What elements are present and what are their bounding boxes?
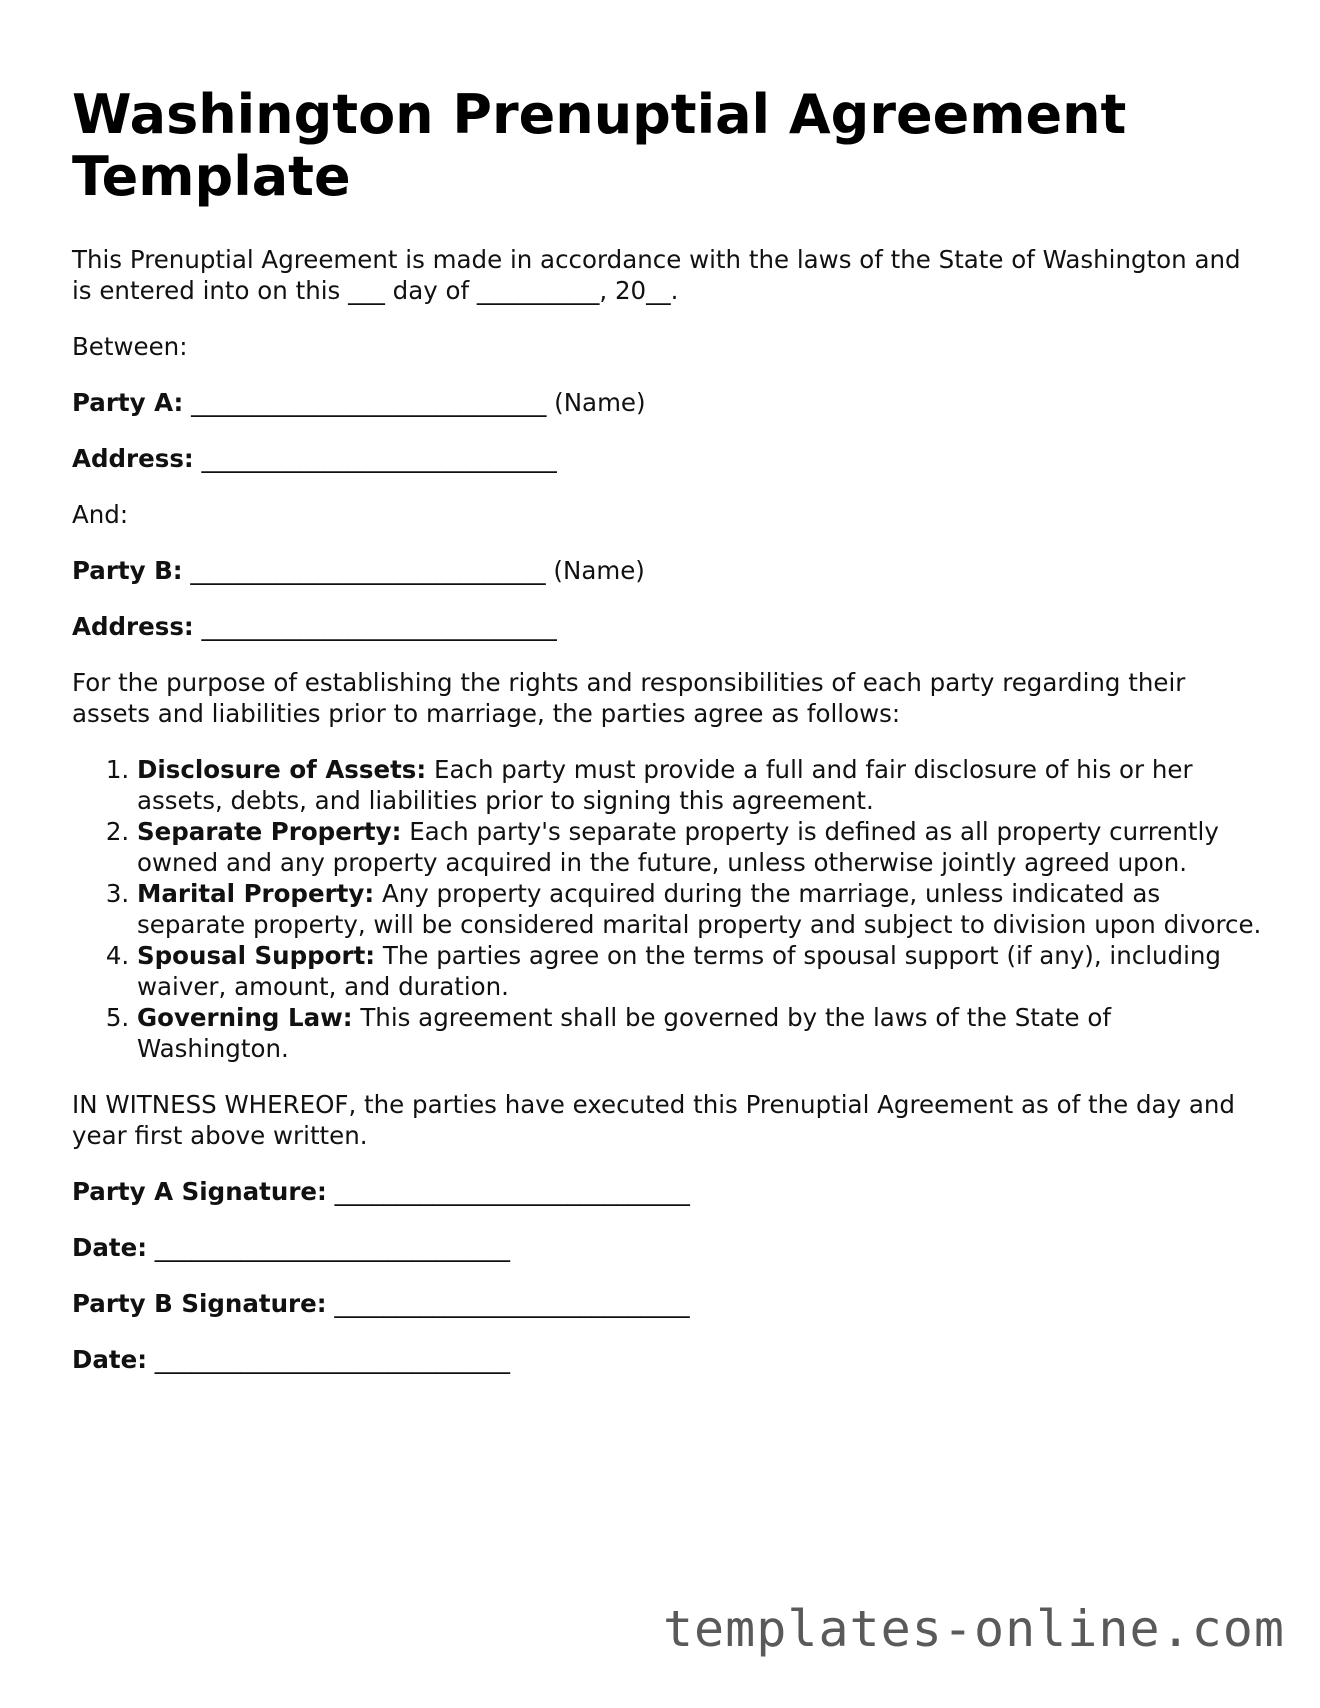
term-title: Separate Property: — [137, 817, 402, 846]
document-title: Washington Prenuptial Agreement Template — [72, 83, 1127, 208]
party-b-date-field — [72, 1344, 1262, 1375]
party-a-date-field — [72, 1232, 1262, 1263]
party-a-label: Party A: — [72, 388, 184, 417]
term-item-marital-property — [137, 878, 1262, 940]
document-page — [72, 84, 1262, 1400]
party-b-date-label: Date: — [72, 1345, 147, 1374]
party-a-date-blank: _____________________________ — [147, 1233, 511, 1262]
party-b-field — [72, 555, 1262, 586]
party-a-blank: _____________________________ (Name) — [183, 388, 646, 417]
party-a-signature-field — [72, 1176, 1262, 1207]
intro-paragraph: This Prenuptial Agreement is made in accordance with the laws of the State of Washington and is entered into on this ___ day of __________, 20__. — [72, 245, 1241, 305]
term-title: Marital Property: — [137, 879, 375, 908]
watermark-text: templates-online.com — [662, 1600, 1285, 1658]
party-b-blank: _____________________________ (Name) — [182, 556, 645, 585]
term-text: Each party must provide a full and fair disclosure of his or her assets, debts, and liabilities prior to signing this agreement. — [137, 755, 1193, 815]
term-text: The parties agree on the terms of spousal support (if any), including waiver, amount, and duration. — [137, 941, 1221, 1001]
party-b-address-label: Address: — [72, 612, 194, 641]
term-title: Disclosure of Assets: — [137, 755, 427, 784]
party-b-signature-blank: _____________________________ — [326, 1289, 690, 1318]
party-a-address-field — [72, 443, 1262, 474]
term-item-disclosure — [137, 754, 1262, 816]
between-label: Between: — [72, 332, 188, 361]
term-item-separate-property — [137, 816, 1262, 878]
term-text: Each party's separate property is defined as all property currently owned and any property acquired in the future, unless otherwise jointly agreed upon. — [137, 817, 1219, 877]
party-a-signature-blank: _____________________________ — [326, 1177, 690, 1206]
party-b-signature-label: Party B Signature: — [72, 1289, 327, 1318]
party-b-date-blank: _____________________________ — [147, 1345, 511, 1374]
term-item-governing-law — [137, 1002, 1262, 1064]
term-item-spousal-support — [137, 940, 1262, 1002]
party-b-address-field — [72, 611, 1262, 642]
terms-list — [72, 754, 1262, 1064]
party-a-signature-label: Party A Signature: — [72, 1177, 327, 1206]
party-b-address-blank: _____________________________ — [193, 612, 557, 641]
party-a-address-blank: _____________________________ — [193, 444, 557, 473]
term-text: Any property acquired during the marriage, unless indicated as separate property, will be considered marital property and subject to division upon divorce. — [137, 879, 1262, 939]
term-title: Spousal Support: — [137, 941, 376, 970]
party-b-signature-field — [72, 1288, 1262, 1319]
party-b-label: Party B: — [72, 556, 183, 585]
purpose-paragraph: For the purpose of establishing the rights and responsibilities of each party regarding their assets and liabilities prior to marriage, the parties agree as follows: — [72, 668, 1186, 728]
party-a-field — [72, 387, 1262, 418]
party-a-address-label: Address: — [72, 444, 194, 473]
term-text: This agreement shall be governed by the laws of the State of Washington. — [137, 1003, 1112, 1063]
term-title: Governing Law: — [137, 1003, 353, 1032]
witness-paragraph: IN WITNESS WHEREOF, the parties have executed this Prenuptial Agreement as of the day and year first above written. — [72, 1090, 1235, 1150]
party-a-date-label: Date: — [72, 1233, 147, 1262]
and-label: And: — [72, 500, 129, 529]
